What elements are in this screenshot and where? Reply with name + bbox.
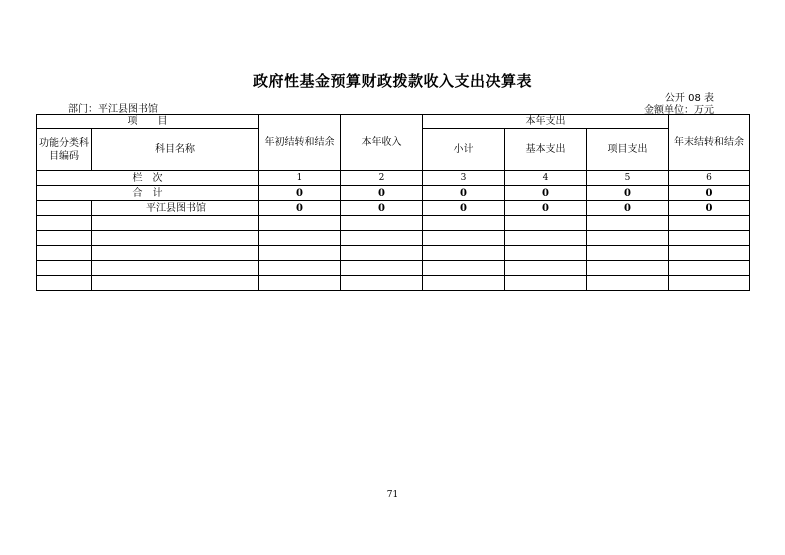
header-project-expense: 项目支出 — [587, 129, 669, 171]
row-cell: 0 — [259, 201, 341, 216]
header-item: 项 目 — [37, 115, 259, 129]
header-basic-expense: 基本支出 — [505, 129, 587, 171]
total-cell: 0 — [259, 186, 341, 201]
total-cell: 0 — [341, 186, 423, 201]
header-end-balance: 年末结转和结余 — [669, 115, 750, 171]
empty-row — [37, 276, 750, 291]
budget-table — [36, 114, 750, 291]
row-cell: 0 — [669, 201, 750, 216]
total-cell: 0 — [669, 186, 750, 201]
total-cell: 0 — [423, 186, 505, 201]
column-index-cell: 5 — [587, 171, 669, 186]
department-line — [68, 100, 158, 115]
header-subject-name: 科目名称 — [92, 129, 259, 171]
column-index-cell: 3 — [423, 171, 505, 186]
empty-row — [37, 246, 750, 261]
row-cell: 0 — [341, 201, 423, 216]
row-code — [37, 201, 92, 216]
header-year-expense: 本年支出 — [423, 115, 669, 129]
total-label: 合 计 — [37, 186, 259, 201]
page-number: 71 — [386, 490, 399, 500]
row-cell: 0 — [505, 201, 587, 216]
unit-label: 金额单位： — [644, 105, 694, 116]
total-cell: 0 — [587, 186, 669, 201]
empty-row — [37, 261, 750, 276]
page-title: 政府性基金预算财政拨款收入支出决算表 — [252, 72, 532, 90]
header-func-code: 功能分类科目编码 — [37, 129, 92, 171]
column-index-cell: 4 — [505, 171, 587, 186]
column-index-label: 栏 次 — [37, 171, 259, 186]
row-cell: 0 — [423, 201, 505, 216]
department-name: 平江县图书馆 — [98, 104, 158, 115]
department-label: 部门： — [68, 104, 98, 115]
column-index-cell: 1 — [259, 171, 341, 186]
table-row — [37, 201, 750, 216]
row-cell: 0 — [587, 201, 669, 216]
column-index-cell: 6 — [669, 171, 750, 186]
column-index-cell: 2 — [341, 171, 423, 186]
total-cell: 0 — [505, 186, 587, 201]
unit-value: 万元 — [694, 105, 714, 116]
header-year-income: 本年收入 — [341, 115, 423, 171]
header-begin-balance: 年初结转和结余 — [259, 115, 341, 171]
header-subtotal: 小计 — [423, 129, 505, 171]
empty-row — [37, 231, 750, 246]
row-name: 平江县图书馆 — [92, 201, 259, 216]
empty-row — [37, 216, 750, 231]
form-number: 公开 08 表 — [664, 93, 714, 104]
